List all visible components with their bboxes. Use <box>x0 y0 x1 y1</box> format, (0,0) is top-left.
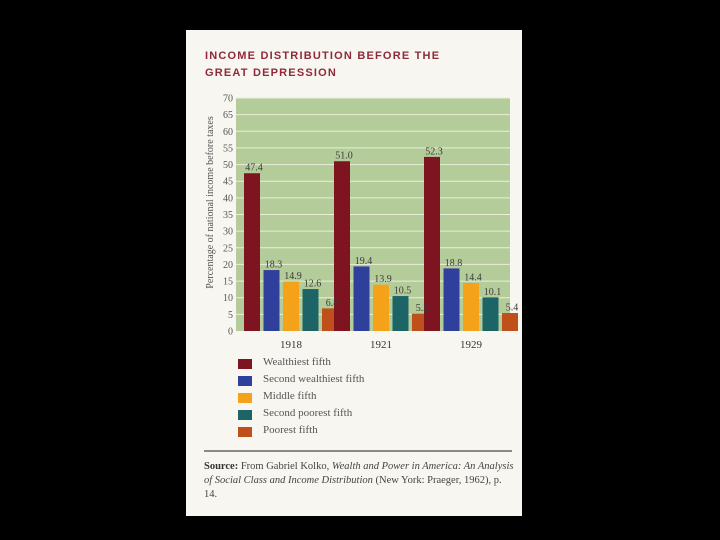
data-label: 47.4 <box>245 162 263 174</box>
y-tick-label: 45 <box>223 176 233 188</box>
legend-label: Second poorest fifth <box>263 407 353 419</box>
source-work: Wealth and Power in America: An Analysis of Social Class and Income Distribution <box>204 461 514 486</box>
data-label: 5.2 <box>415 303 429 315</box>
y-tick-label: 10 <box>223 293 233 305</box>
legend-label: Poorest fifth <box>263 424 318 436</box>
bar <box>354 266 370 331</box>
legend-swatch <box>238 393 252 403</box>
bar <box>303 289 319 331</box>
bar <box>373 285 389 331</box>
y-tick-label: 60 <box>223 126 233 138</box>
y-axis-label: Percentage of national income before taxes <box>205 116 216 289</box>
y-tick-label: 65 <box>223 110 233 122</box>
legend-swatch <box>238 376 252 386</box>
y-tick-label: 0 <box>228 326 233 338</box>
data-label: 18.3 <box>264 259 283 271</box>
data-label: 12.6 <box>303 278 322 290</box>
bar <box>502 313 518 331</box>
y-tick-label: 15 <box>223 276 233 288</box>
x-tick-labels <box>280 339 483 350</box>
chart-card <box>186 30 522 516</box>
y-tick-label: 40 <box>223 193 233 205</box>
data-label: 52.3 <box>425 146 443 158</box>
source-label: Source: <box>204 461 239 472</box>
data-label: 14.4 <box>464 272 482 284</box>
legend-swatch <box>238 359 252 369</box>
bar-chart <box>186 30 522 350</box>
x-tick-label: 1918 <box>280 339 302 350</box>
y-tick-label: 25 <box>223 243 233 255</box>
data-label: 14.9 <box>284 270 302 282</box>
bar <box>444 268 460 331</box>
legend-swatch <box>238 410 252 420</box>
y-tick-label: 5 <box>228 309 233 321</box>
data-label: 51.0 <box>335 150 353 162</box>
chart-title-line-1: INCOME DISTRIBUTION BEFORE THE <box>205 50 441 62</box>
bar <box>483 297 499 331</box>
source-prefix: From Gabriel Kolko, <box>240 461 332 472</box>
y-tick-label: 30 <box>223 226 233 238</box>
data-label: 18.8 <box>444 257 463 269</box>
legend-swatch <box>238 427 252 437</box>
bar <box>244 173 260 331</box>
x-tick-label: 1921 <box>370 339 392 350</box>
data-label: 13.9 <box>374 274 392 286</box>
data-label: 6.8 <box>325 297 339 309</box>
source-note <box>204 460 514 502</box>
y-tick-label: 50 <box>223 160 233 172</box>
y-tick-labels <box>223 94 233 338</box>
y-tick-label: 70 <box>223 93 233 105</box>
bar <box>393 296 409 331</box>
divider <box>204 450 512 452</box>
data-label: 19.4 <box>354 255 373 267</box>
bar <box>283 281 299 331</box>
y-tick-label: 20 <box>223 259 233 271</box>
legend-label: Middle fifth <box>263 390 317 402</box>
data-label: 10.5 <box>393 285 412 297</box>
legend-label: Wealthiest fifth <box>263 356 331 368</box>
source-suffix: (New York: Praeger, 1962), p. 14. <box>204 475 502 500</box>
legend-label: Second wealthiest fifth <box>263 373 365 385</box>
chart-title-line-2: GREAT DEPRESSION <box>205 67 338 79</box>
y-tick-label: 55 <box>223 143 233 155</box>
data-label: 10.1 <box>483 286 502 298</box>
x-tick-label: 1929 <box>460 339 482 350</box>
y-tick-label: 35 <box>223 210 233 221</box>
bar <box>463 283 479 331</box>
bar <box>264 270 280 331</box>
data-label: 5.4 <box>505 302 519 314</box>
